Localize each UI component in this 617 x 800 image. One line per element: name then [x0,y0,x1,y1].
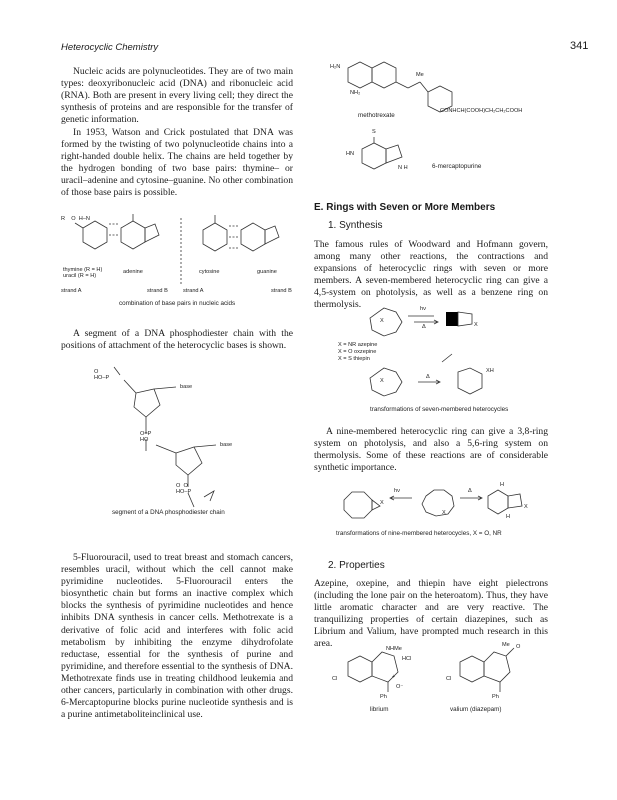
label-strand-b-2: strand B [271,288,292,294]
label-delta: Δ [468,488,472,494]
label-h-2: H [506,514,511,520]
label-adenine: adenine [123,269,143,275]
label-plus: + [392,674,396,680]
figure-methotrexate [328,58,558,128]
label-thymine: thymine (R = H) [63,267,103,273]
subheading-synthesis: 1. Synthesis [328,220,383,231]
label-cl-2: Cl [446,676,452,682]
paragraph-fluorouracil: 5-Fluorouracil, used to treat breast and stomach cancers, resembles uracil, without which the cell cannot make pyrimidine nucleotides. 5-Fluorouracil enters the biosynthetic chain but forms an inactive complex which blocks the synthesis of pyrimidine nucleotides and hence inhibits DNA synthesis in cancer cells. Methotrexate is a derivative of folic acid and interferes with folic acid metabolism by inhibiting the enzyme dihydrofolate reductase, essential for the synthesis of purine and pyrimidine, and therefore essential to the synthesis of DNA. Methotrexate finds use in treating childhood leukemia and other cancers, particularly in combination with other drugs. 6-Mercaptopurine blocks purine nucleotide synthesis and is a purine antimetaboliteinclinical use. [61,552,293,721]
caption-methotrexate: methotrexate [358,112,395,119]
label-xh: XH [486,368,494,374]
section-heading: E. Rings with Seven or More Members [314,202,496,213]
atom-labels-left: R O H–N [61,216,90,222]
label-delta-1: Δ [422,324,426,330]
caption-base-pairs: combination of base pairs in nucleic acids [119,300,236,307]
label-ph-1: Ph [380,694,387,700]
legend-thiepin: X = S thiepin [338,356,370,362]
label-o-minus: O⁻ [396,684,404,690]
figure-base-pairs [61,212,301,312]
running-title: Heterocyclic Chemistry [61,42,159,53]
label-s: S [372,129,376,135]
paragraph-watson-crick: In 1953, Watson and Crick postulated that DNA was formed by the twisting of two polynucleotide chains into a right-handed double helix. The chains are held together by the hydrogen bonding of two base pairs: thymine– or uracil–adenine and cytosine–guanine. No other combination of those base pairs is possible. [61,127,293,199]
caption-valium: valium (diazepam) [450,706,502,713]
label-x-2: X [474,322,478,328]
label-hv: hν [394,488,400,494]
base-pairs-structure [61,212,301,312]
figure-dna-chain [80,365,290,525]
mercaptopurine-structure [340,135,540,185]
label-strand-b-1: strand B [147,288,168,294]
phosphate-2: O=P HO [140,431,152,443]
label-x-c: X [524,504,528,510]
caption-mercaptopurine: 6-mercaptopurine [432,163,482,170]
label-guanine: guanine [257,269,277,275]
paragraph-nucleic-acids: Nucleic acids are polynucleotides. They are of two main types: deoxyribonucleic acid (DNA) and ribonucleic acid (RNA). Both are present in every living cell; they direct the synthesis of proteins and are responsible for the transfer of genetic information. [61,66,293,126]
legend-oxzepine: X = O oxzepine [338,349,377,355]
label-base-2: base [220,442,233,448]
caption-seven-membered: transformations of seven-membered heterocycles [370,406,509,413]
label-ph-2: Ph [492,694,499,700]
label-o: O [516,644,521,650]
paragraph-nine-membered: A nine-membered heterocyclic ring can give a 3,8-ring system on photolysis, and also a 5,6-ring system on thermolysis. Some of these reactions are of considerable synthetic importance. [314,426,548,474]
label-nh: N H [398,165,408,171]
figure-librium-valium [330,642,550,714]
label-delta-2: Δ [426,374,430,380]
label-cytosine: cytosine [199,269,220,275]
label-uracil: uracil (R = H) [63,273,97,279]
label-h2n: H₂N [330,64,341,70]
figure-mercaptopurine [340,129,540,185]
caption-dna-chain: segment of a DNA phosphodiester chain [112,509,225,516]
figure-seven-membered [336,302,546,414]
label-base-1: base [180,384,193,390]
figure-nine-membered [336,482,546,540]
benzodiazepine-structures [330,642,550,714]
label-me: Me [502,642,510,648]
label-me: Me [416,72,424,78]
label-tail: CONHCH(COOH)CH₂CH₂COOH [440,108,523,114]
label-nhme: NHMe [386,646,402,652]
label-hcl: HCl [402,656,412,662]
caption-nine-membered: transformations of nine-membered heterocycles, X = O, NR [336,530,502,537]
label-x-b: X [442,510,446,516]
subheading-properties: 2. Properties [328,560,385,571]
paragraph-woodward: The famous rules of Woodward and Hofmann govern, among many other reactions, the contractions and expansions of heterocyclic rings with seven or more members. A seven-membered heterocyclic ring can give a 4,5-system on photolysis, as well as a benzene ring on thermolysis. [314,239,548,311]
paragraph-dna-segment: A segment of a DNA phosphodiester chain with the positions of attachment of the heterocyclic bases is shown. [61,328,293,352]
phosphate-1: O HO–P [94,369,110,381]
label-x-3: X [380,378,384,384]
paragraph-azepine-properties: Azepine, oxepine, and thiepin have eight pielectrons (including the lone pair on the heteroatom). Thus, they have little aromatic character and are very reactive. The tranquilizing properties of certain diazepines, such as Librium and Valium, have prompted much research in this area. [314,578,548,650]
label-x-1: X [380,318,384,324]
label-nh2: NH₂ [350,90,361,96]
label-hn: HN [346,151,355,157]
label-hv-1: hν [420,306,426,312]
label-cl-1: Cl [332,676,338,682]
label-strand-a-2: strand A [183,288,204,294]
heterocycle-legend [338,342,377,363]
label-x-a: X [380,500,384,506]
phosphate-3: O O HO–P [176,483,192,495]
label-h-1: H [500,482,505,488]
label-strand-a-1: strand A [61,288,82,294]
caption-librium: librium [370,706,389,713]
legend-azepine: X = NR azepine [338,342,378,348]
page-number: 341 [570,40,589,52]
